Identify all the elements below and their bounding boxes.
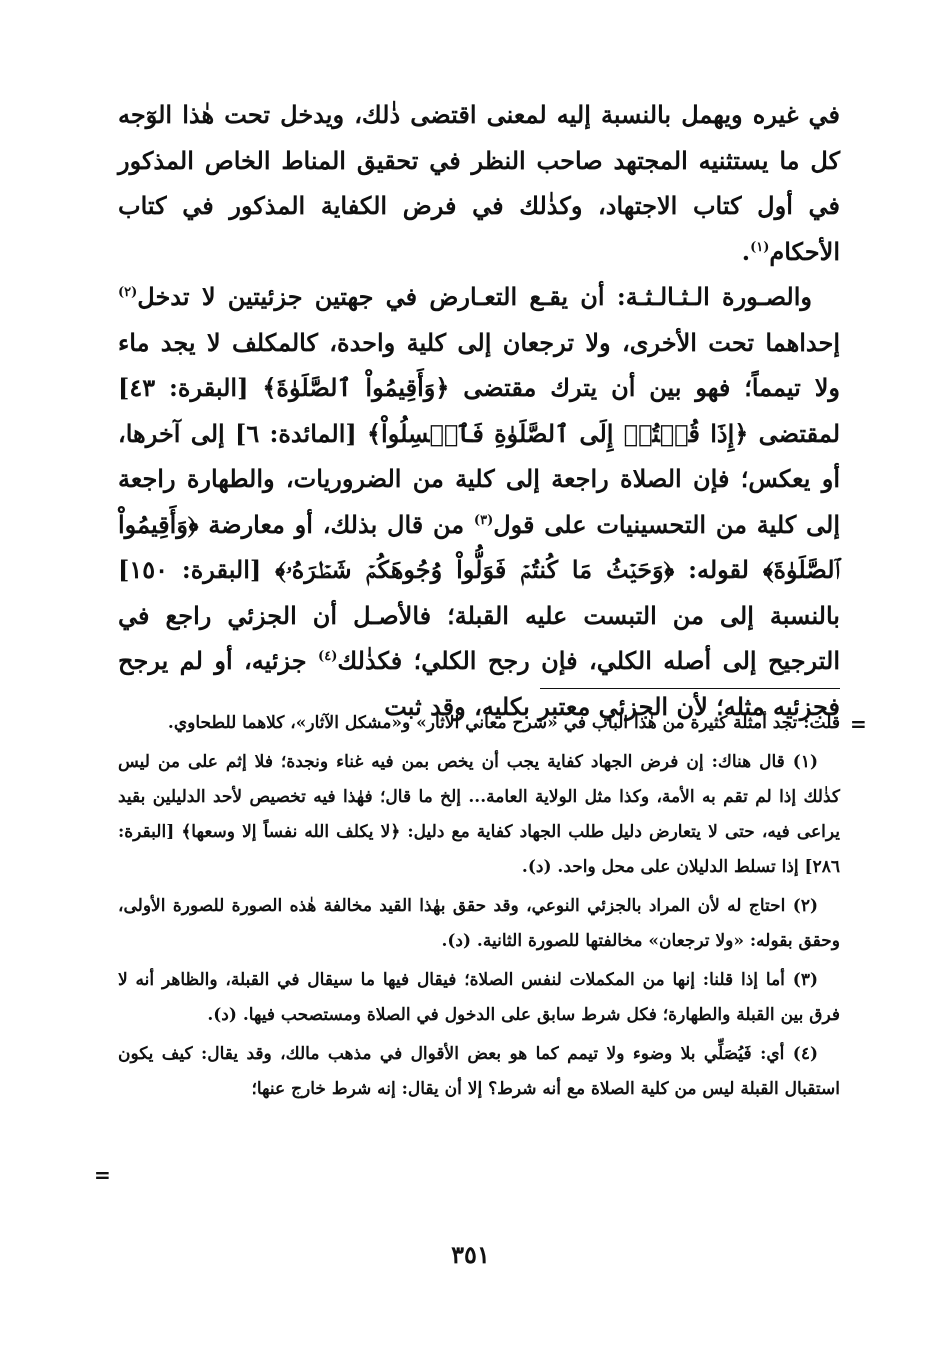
paragraph-2 — [118, 274, 840, 729]
quran-verse-2: ﴿إِذَا قُمۡتُمۡ إِلَى ٱلصَّلَوٰةِ فَٱغۡسِلُواْ﴾ — [366, 418, 749, 448]
footnote-continuation: قلت: تجد أمثلة كثيرة من هٰذا الباب في «شرح معاني الآثار» و«مشكل الآثار»، كلاهما للطحاوي. — [167, 713, 840, 733]
footnote-ref-1: (١) — [750, 239, 770, 255]
paragraph-2-text-d: [المائدة: ٦] إلى آخرها، أو يعكس؛ فإن الصلاة راجعة إلى كلية من الضروريات، والطهارة راجعة إلى كلية من التحسينيات على قول — [118, 418, 840, 539]
paragraph-2-text-c: [البقرة: ٤٣] لمقتضى — [118, 373, 841, 448]
quran-verse-4: ﴿وَحَيۡثُ مَا كُنتُمۡ فَوَلُّواْ وُجُوهَكُمۡ شَطۡرَهُۥ﴾ — [275, 555, 675, 584]
footnote-ref-4: (٤) — [318, 649, 338, 664]
main-text-body — [118, 92, 840, 729]
paragraph-2-text-f: لقوله: — [674, 555, 763, 584]
paragraph-1 — [118, 92, 840, 274]
footnote-separator — [540, 688, 840, 689]
quran-verse-3: ﴿وَأَقِيمُواْ ٱلصَّلَوٰةَ﴾ — [118, 509, 840, 584]
paragraph-1-text: في غيره ويهمل بالنسبة إليه لمعنى اقتضى ذٰلك، ويدخل تحت هٰذا الوٓجه كل ما يستثنيه المجتهد صاحب النظر في تحقيق المناط الخاص المذكور في أول كتاب الاجتهاد، وكذٰلك في فرض الكفاية المذكور في كتاب الأحكام — [118, 100, 840, 266]
footnote-ref-2: (٢) — [118, 285, 138, 300]
paragraph-2-text-e: من قال بذلك، أو معارضة — [198, 509, 474, 539]
continuation-mark-bottom: = — [94, 1163, 111, 1187]
footnotes-section — [118, 706, 840, 1111]
quran-verse-1: ﴿وَأَقِيمُواْ ٱلصَّلَوٰةَ﴾ — [262, 373, 450, 402]
paragraph-2-text-b: إحداهما تحت الأخرى، ولا ترجعان إلى كلية واحدة، كالمكلف لا يجد ماء ولا تيمماً؛ فهو بين أن يترك مقتضى — [118, 327, 841, 402]
footnote-3: (٣) أما إذا قلنا: إنها من المكملات لنفس الصلاة؛ فيقال فيها ما سيقال في القبلة، والظاهر أنه لا فرق بين القبلة والطهارة؛ فكل شرط سابق على الدخول في الصلاة ومستصحب فيها. (د). — [118, 970, 840, 1025]
third-case-heading: والصـورة الـثـالـثـة: — [616, 282, 812, 311]
continuation-mark-top: = — [850, 712, 867, 736]
paragraph-2-text-a: أن يقـع التعـارض في جهتين جزئيتين لا تدخل — [137, 282, 617, 311]
footnote-1: (١) قال هناك: إن فرض الجهاد كفاية يجب أن يخص بمن فيه غناء ونجدة؛ فلا إثم على من ليس كذٰلك إذا لم تقم به الأمة، وكذا مثل الولاية العامة... إلخ ما قال؛ فهٰذا فيه تخصيص لأحد الدليلين بقيد يراعى فيه، حتى لا يتعارض دليل طلب الجهاد كفاية مع دليل: ﴿لا يكلف الله نفساً إلا وسعها﴾ [البقرة: ٢٨٦] إذا تسلط الدليلان على محل واحد. (د). — [118, 752, 840, 877]
paragraph-1-end: . — [741, 236, 751, 266]
page-number: ٣٥١ — [451, 1240, 490, 1269]
paragraph-2-text-h: جزئيه، أو لم يرجح فجزئيه مثله؛ لأن الجزئي معتبر بكليه، وقد ثبت — [118, 646, 840, 721]
footnote-2: (٢) احتاج له لأن المراد بالجزئي النوعي، وقد حقق بهٰذا القيد مخالفة هٰذه الصورة للصورة الأولى، وحقق بقوله: «ولا ترجعان» مخالفتها للصورة الثانية. (د). — [118, 896, 840, 951]
footnote-ref-3: (٣) — [473, 512, 494, 528]
paragraph-2-text-g: [البقرة: ١٥٠] بالنسبة إلى من التبست عليه القبلة؛ فالأصـل أن الجزئي راجع في الترجيح إلى أصله الكلي، فإن رجح الكلي؛ فكذٰلك — [118, 555, 841, 675]
footnote-4: (٤) أي: فَيُصَلِّي بلا وضوء ولا تيمم كما هو بعض الأقوال في مذهب مالك، وقد يقال: كيف يكون استقبال القبلة ليس من كلية الصلاة مع أنه شرط؟ إلا أن يقال: إنه شرط خارج عنها؛ — [118, 1044, 840, 1099]
